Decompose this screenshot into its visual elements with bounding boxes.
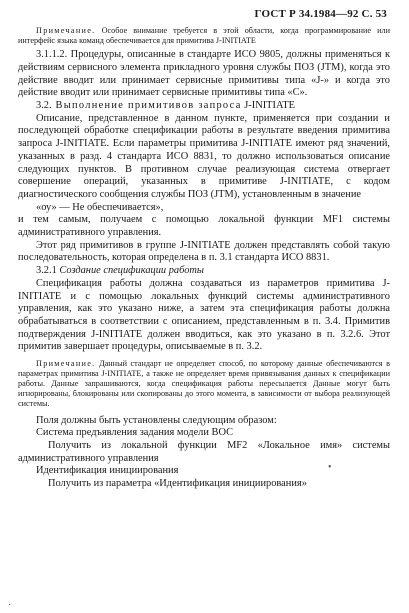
- paragraph: [18, 240, 390, 265]
- paragraph-text: и тем самым, получаем с помощью локальной функции MF1 системы административного управления.: [18, 214, 390, 239]
- paragraph-text: Спецификация работы должна создаваться из параметров примитива J-INITIATE и с помощью локальных функций системы административного управления, как это указано ниже, а затем эта спецификация работы должна обрабатываться в соответствии с описанием, представленным в п. 3.4. Примитив подтверждения J-INITIATE должен вводиться, как это указано в п. 3.2.6. Этот примитив завершает процедуры, описываемые в п. 3.2.: [18, 277, 390, 353]
- paragraph: [18, 100, 390, 113]
- speck-mark: ·: [8, 600, 12, 611]
- page-header: ГОСТ Р 34.1984—92 С. 53: [254, 8, 387, 20]
- paragraph: [18, 214, 390, 239]
- section-number: 3.2.: [36, 100, 52, 111]
- spaced-label: Примечание.: [36, 26, 96, 35]
- paragraph: [18, 202, 390, 215]
- paragraph-text: J-INITIATE: [241, 100, 296, 111]
- paragraph-text: 3.1.1.2. Процедуры, описанные в стандарте ИСО 9805, должны применяться к действиям сервисного элемента прикладного уровня службы ПОЗ (JTM), когда это действие вводит или принимает сервисные примитивы типа «J-» и когда это действие вводит или принимает сервисные примитивы типа «С».: [18, 49, 390, 99]
- spaced-label: Примечание.: [36, 359, 96, 369]
- paragraph: [18, 415, 390, 428]
- paragraph: [18, 359, 390, 409]
- paragraph: [18, 113, 390, 202]
- paragraph: [18, 278, 390, 354]
- paragraph-text: Описание, представленное в данном пункте, применяется при создании и последующей обработке спецификации работы в результате введения примитива запроса J-INITIATE. Если параметры примитива J-INITIATE имеют ряд значений, указанных в разд. 4 стандарта ИСО 8831, то должно использоваться описание следующих пунктов. В противном случае реализующая система отвергает совершение операций, указанных в примитиве J-INITIATE, с кодом диагностического сообщения службы ПОЗ (JTM), установленным в значение: [18, 112, 390, 200]
- paragraph: [18, 265, 390, 278]
- paragraph-text: Поля должны быть установлены следующим образом:: [36, 414, 277, 426]
- paragraph: [18, 49, 390, 100]
- paragraph-text: Идентификация инициирования: [36, 465, 179, 477]
- paragraph: [18, 427, 390, 440]
- paragraph-text: Этот ряд примитивов в группе J-INITIATE должен представлять собой такую последовательность, которая определена в п. 3.1 стандарта ИСО 8831.: [18, 239, 390, 264]
- paragraph: [18, 26, 390, 46]
- paragraph-text: «оу» — Не обеспечивается»,: [36, 201, 164, 213]
- section-number: 3.2.1: [36, 265, 57, 277]
- paragraph: [18, 478, 390, 491]
- document-body: [18, 26, 390, 491]
- paragraph: [18, 440, 390, 465]
- speck-mark: •: [328, 462, 332, 473]
- paragraph-text: Получить из локальной функции MF2 «Локальное имя» системы административного управления: [18, 439, 390, 464]
- paragraph-text: Получить из параметра «Идентификация инициирования»: [48, 478, 307, 490]
- paragraph: [18, 465, 390, 478]
- italic-heading: Создание спецификации работы: [56, 265, 204, 277]
- paragraph-text: Система предъявления задания модели ВОС: [36, 427, 234, 439]
- spaced-label: Выполнение примитивов запроса: [51, 100, 242, 111]
- paragraph-text: Особое внимание требуется в этой области, когда программирование или интерфейс языка команд обеспечивается для примитива J-INITIATE: [18, 26, 390, 46]
- paragraph-text: Данный стандарт не определяет способ, по которому данные обеспечиваются в параметрах примитива J-INITIATE, а также не определяет время привязывания данных к спецификации работы. Данные запрашиваются, когда спецификация работы пересылается Данные могут быть игнорированы, блокированы или скопированы до этого момента, в зависимости от выбора реализующей системы.: [18, 359, 390, 409]
